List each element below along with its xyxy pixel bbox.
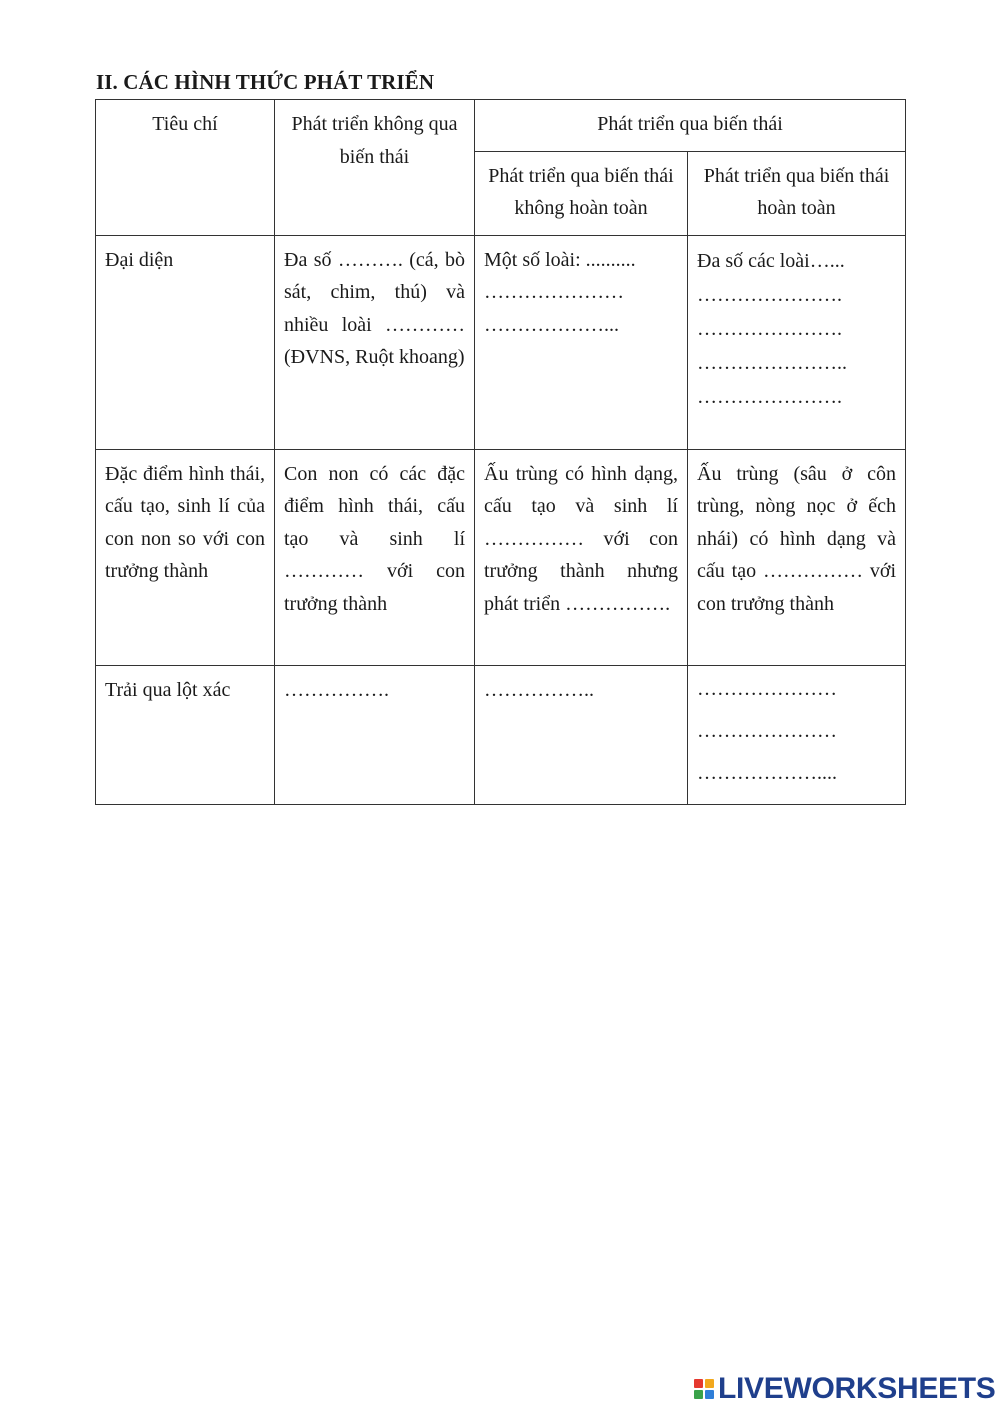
fill-line: Đa số các loài…...	[697, 249, 845, 272]
row-criteria-characteristics: Đặc điểm hình thái, cấu tạo, sinh lí của con non so với con trưởng thành	[96, 449, 275, 665]
cell-no-metamorphosis-characteristics: Con non có các đặc điểm hình thái, cấu tạo và sinh lí ………… với con trưởng thành	[275, 449, 475, 665]
fill-line: ………………….	[697, 283, 842, 306]
fill-line: …………………..	[697, 351, 847, 374]
table-header-row	[96, 100, 906, 152]
fill-line: ………………….	[697, 317, 842, 340]
header-criteria: Tiêu chí	[96, 100, 275, 236]
fill-line: …………………	[484, 281, 624, 303]
fill-line: Một số loài: ..........	[484, 248, 636, 271]
table-row	[96, 235, 906, 449]
cell-no-metamorphosis-molting: …………….	[275, 665, 475, 804]
row-criteria-representatives: Đại diện	[96, 235, 275, 449]
fill-line: ………………….	[697, 385, 842, 408]
cell-complete-representatives	[688, 235, 906, 449]
cell-incomplete-representatives	[475, 235, 688, 449]
cell-incomplete-molting: ……………..	[475, 665, 688, 804]
development-forms-table	[95, 99, 906, 805]
liveworksheets-logo	[694, 1371, 996, 1407]
fill-line: ………………...	[484, 313, 619, 336]
row-criteria-molting: Trải qua lột xác	[96, 665, 275, 804]
logo-square	[705, 1379, 714, 1388]
cell-complete-molting	[688, 665, 906, 804]
header-no-metamorphosis: Phát triển không qua biến thái	[275, 100, 475, 236]
liveworksheets-mark-icon	[694, 1379, 714, 1399]
header-complete-metamorphosis: Phát triển qua biến thái hoàn toàn	[688, 151, 906, 235]
logo-square	[694, 1379, 703, 1388]
cell-no-metamorphosis-representatives: Đa số ………. (cá, bò sát, chim, thú) và nhiều loài ………… (ĐVNS, Ruột khoang)	[275, 235, 475, 449]
fill-line: ………………....	[697, 761, 837, 784]
section-heading: II. CÁC HÌNH THỨC PHÁT TRIỂN	[96, 70, 435, 94]
cell-complete-characteristics: Ấu trùng (sâu ở côn trùng, nòng nọc ở ếch nhái) có hình dạng và cấu tạo …………… với con trưởng thành	[688, 449, 906, 665]
logo-text: LIVEWORKSHEETS	[718, 1372, 996, 1405]
fill-line: …………………	[697, 677, 837, 700]
logo-square	[705, 1390, 714, 1399]
cell-incomplete-characteristics: Ấu trùng có hình dạng, cấu tạo và sinh lí …………… với con trưởng thành nhưng phát triển …………….	[475, 449, 688, 665]
table-row	[96, 665, 906, 804]
table-row	[96, 449, 906, 665]
fill-line: …………………	[697, 719, 837, 742]
logo-square	[694, 1390, 703, 1399]
header-incomplete-metamorphosis: Phát triển qua biến thái không hoàn toàn	[475, 151, 688, 235]
header-metamorphosis-group: Phát triển qua biến thái	[475, 100, 906, 152]
